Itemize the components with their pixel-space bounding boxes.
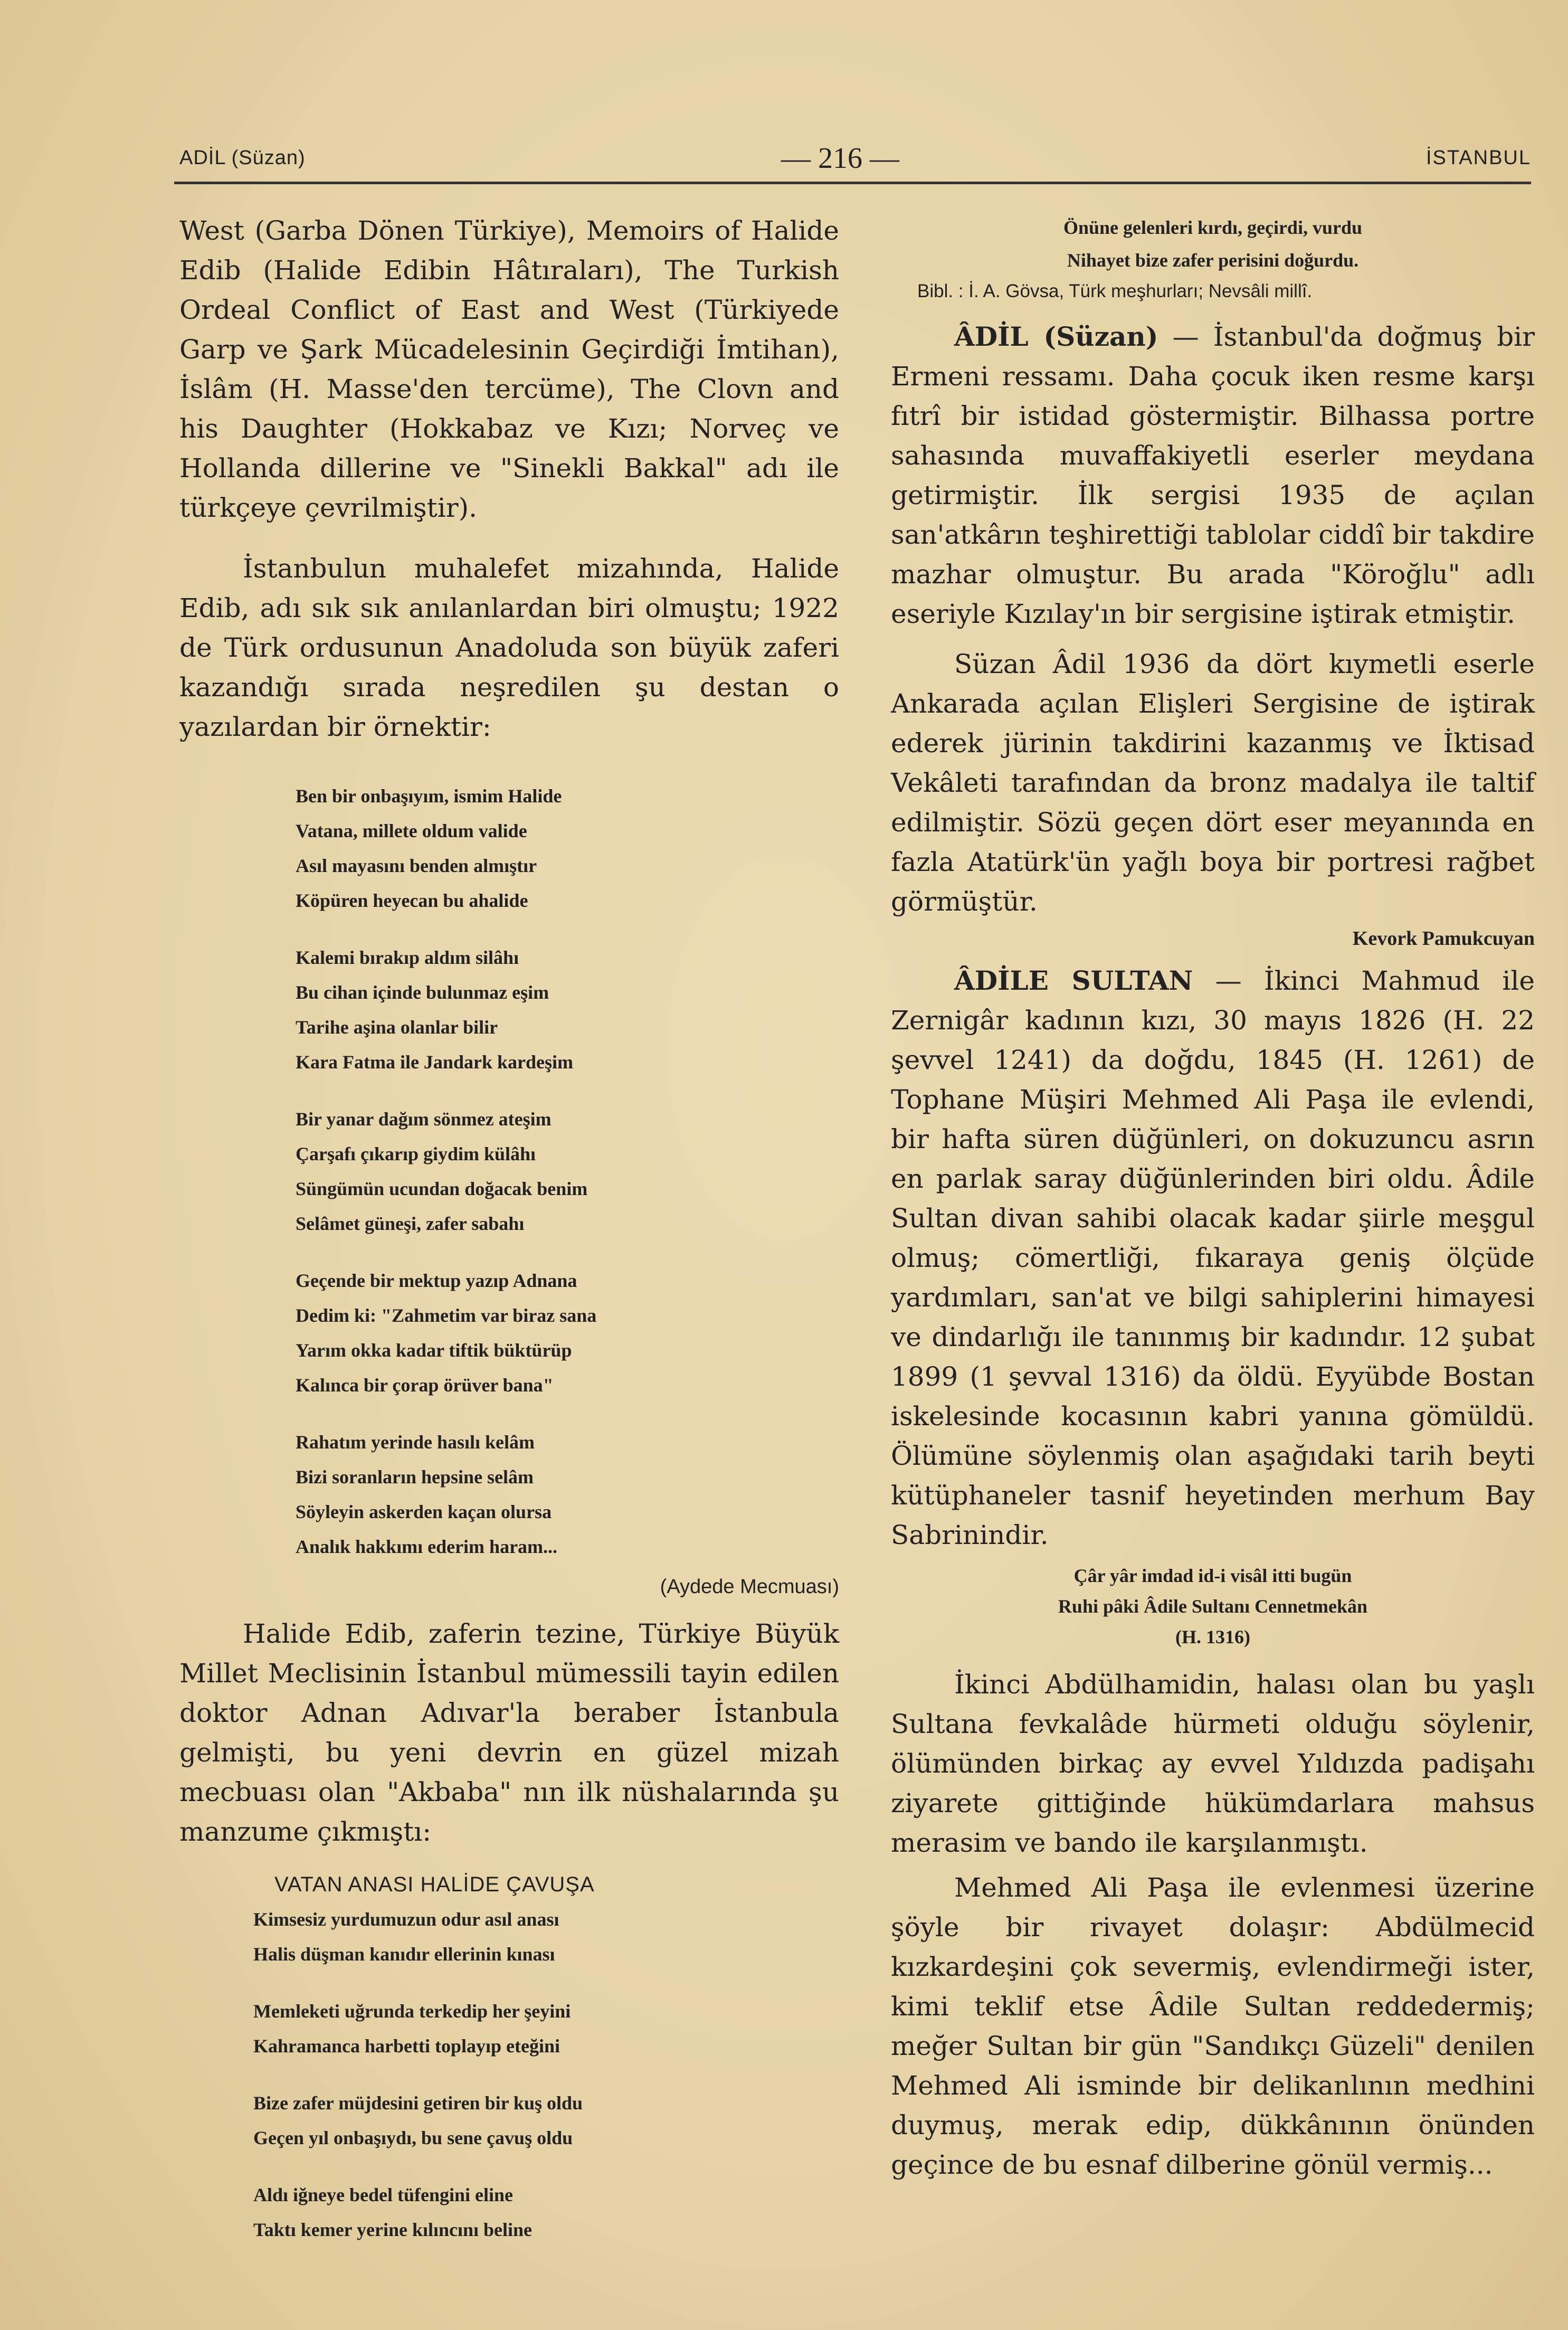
verse-line: Kara Fatma ile Jandark kardeşim (296, 1052, 573, 1073)
verse-line: Bizi soranların hepsine selâm (296, 1466, 534, 1488)
poem-source: (Aydede Mecmuası) (660, 1576, 839, 1598)
entry-heading: ÂDİL (Süzan) (954, 321, 1158, 352)
verse-line: Çâr yâr imdad id-i visâl itti bugün (1073, 1565, 1352, 1586)
right-column (891, 211, 1535, 2185)
paragraph: Mehmed Ali Paşa ile evlenmesi üzerine şöyle bir rivayet dolaşır: Abdülmecid kızkardeşini çok severmiş, evlendirmeği ister, kimi teklif etse Âdile Sultan reddedermiş; meğer Sultan bir gün "Sandıkçı Güzeli" denilen Mehmed Ali isminde bir delikanlının medhini duymuş, merak edip, dükkânının önünden geçince de bu esnaf dilberine gönül vermiş... (891, 1872, 1535, 2180)
paragraph: Halide Edib, zaferin tezine, Türkiye Büyük Millet Meclisinin İstanbul mümessili tayin edilen doktor Adnan Adıvar'la beraber İstanbula gelmişti, bu yeni devrin en güzel mizah mecbuası olan "Akbaba" nın ilk nüshalarında şu manzume çıkmıştı: (179, 1618, 839, 1847)
verse-line: Önüne gelenleri kırdı, geçirdi, vurdu (1063, 217, 1362, 238)
verse-line: Rahatım yerinde hasılı kelâm (296, 1432, 535, 1453)
poem-title: VATAN ANASI HALİDE ÇAVUŞA (274, 1873, 595, 1896)
entry-text: — İstanbul'da doğmuş bir Ermeni ressamı. Daha çocuk iken resme karşı fıtrî bir istidad göstermiştir. Bilhassa portre sahasında muvaffakiyetli eserler meydana getirmiştir. İlk sergisi 1935 de açılan san'atkârın teşhirettiği tablolar ciddî bir takdire mazhar olmuştur. Bu arada "Köroğlu" adlı eseriyle Kızılay'ın bir sergisine iştirak etmiştir. (891, 321, 1535, 629)
verse-line: Yarım okka kadar tiftik büktürüp (296, 1340, 572, 1361)
bibliography: Bibl. : İ. A. Gövsa, Türk meşhurları; Nevsâli millî. (917, 281, 1313, 301)
verse-line: Süngümün ucundan doğacak benim (296, 1178, 588, 1199)
verse-line: Kalemi bırakıp aldım silâhı (296, 947, 519, 968)
verse-line: Söyleyin askerden kaçan olursa (296, 1501, 552, 1522)
stanza (296, 1425, 839, 1564)
entry-adil-suzan (891, 317, 1535, 634)
verse-line: Ruhi pâki Âdile Sultanı Cennetmekân (1058, 1596, 1368, 1617)
verse-line: Bir yanar dağım sönmez ateşim (296, 1109, 552, 1130)
verse-line: Aldı iğneye bedel tüfengini eline (253, 2184, 514, 2205)
entry-adile-sultan (891, 961, 1535, 1555)
verse-line: Dedim ki: "Zahmetim var biraz sana (296, 1305, 597, 1326)
paragraph: İstanbulun muhalefet mizahında, Halide Edib, adı sık sık anılanlardan biri olmuştu; 1922 de Türk ordusunun Anadoluda son büyük zaferi kazandığı sırada neşredilen şu destan o yazılardan bir örnektir: (179, 553, 839, 742)
poem-vatan-anasi (179, 1902, 839, 2247)
stanza (253, 1902, 839, 1972)
verse-line: Tarihe aşina olanlar bilir (296, 1017, 498, 1038)
paragraph: Süzan Âdil 1936 da dört kıymetli eserle Ankarada açılan Elişleri Sergisine de iştirak ederek jürinin takdirini kazanmış ve İktisad Vekâleti tarafından da bronz madalya ile taltif edilmiştir. Sözü geçen dört eser meyanında en fazla Atatürk'ün yağlı boya bir portresi rağbet görmüştür. (891, 649, 1535, 917)
verse-line: Selâmet güneşi, zafer sabahı (296, 1213, 525, 1234)
stanza (296, 1102, 839, 1241)
verse-line: Halis düşman kanıdır ellerinin kınası (253, 1944, 555, 1965)
verse-line: Köpüren heyecan bu ahalide (296, 890, 528, 911)
verse-line: Bize zafer müjdesini getiren bir kuş oldu (253, 2092, 583, 2114)
author-signature: Kevork Pamukcuyan (1352, 927, 1535, 950)
epitaph-verse (891, 1560, 1535, 1652)
verse-line: Kahramanca harbetti toplayıp eteğini (253, 2035, 560, 2057)
verse-line: Çarşafı çıkarıp giydim külâhı (296, 1143, 536, 1164)
verse-line: Vatana, millete oldum valide (296, 820, 527, 841)
paragraph: İkinci Abdülhamidin, halası olan bu yaşlı Sultana fevkalâde hürmeti olduğu söylenir, ölümünden birkaç ay evvel Yıldızda padişahı ziyarete gittiğinde hükümdarlara mahsus merasim ve bando ile karşılanmıştı. (891, 1669, 1535, 1858)
stanza (253, 2086, 839, 2155)
page-header (179, 141, 1531, 184)
verse-line: Memleketi uğrunda terkedip her şeyini (253, 2001, 571, 2022)
verse-line: Asıl mayasını benden almıştır (296, 855, 537, 876)
page-number: — 216 — (781, 142, 899, 175)
entry-text: — İkinci Mahmud ile Zernigâr kadının kızı, 30 mayıs 1826 (H. 22 şevvel 1241) da doğdu, 1845 (H. 1261) de Tophane Müşiri Mehmed Ali Paşa ile evlendi, bir hafta süren düğünleri, on dokuzuncu asrın en parlak saray düğünlerinden biri oldu. Âdile Sultan divan sahibi olacak kadar şiirle meşgul olmuş; cömertliği, fıkaraya geniş ölçüde yardımları, san'at ve bilgi sahiplerini himayesi ve dindarlığı ile tanınmış bir kadındır. 12 şubat 1899 (1 şevval 1316) da öldü. Eyyübde Bostan iskelesinde kocasının kabri yanına gömüldü. Ölümüne söylenmiş olan aşağıdaki tarih beyti kütüphaneler tasnif heyetinden merhum Bay Sabrinindir. (891, 965, 1535, 1550)
stanza (296, 1263, 839, 1403)
verse-line: Analık hakkımı ederim haram... (296, 1536, 558, 1557)
left-column (179, 211, 839, 2269)
hijri-date: (H. 1316) (1175, 1626, 1250, 1647)
entry-heading: ÂDİLE SULTAN (954, 965, 1193, 996)
header-rule (174, 182, 1531, 184)
verse-line: Ben bir onbaşıyım, ismim Halide (296, 785, 562, 807)
verse-line: Kimsesiz yurdumuzun odur asıl anası (253, 1909, 559, 1930)
stanza (296, 940, 839, 1079)
verse-line: Geçen yıl onbaşıydı, bu sene çavuş oldu (253, 2127, 573, 2148)
poem-aydede (179, 779, 839, 1564)
verse-line: Geçende bir mektup yazıp Adnana (296, 1270, 577, 1291)
verse-line: Nihayet bize zafer perisini doğurdu. (1067, 250, 1359, 271)
verse-line: Kalınca bir çorap örüver bana" (296, 1375, 554, 1396)
verse-line: Bu cihan içinde bulunmaz eşim (296, 982, 549, 1003)
running-head-right: İSTANBUL (1426, 147, 1531, 169)
poem-continuation (891, 211, 1535, 277)
stanza (253, 1994, 839, 2063)
running-head-left: ADİL (Süzan) (179, 147, 306, 169)
stanza (296, 779, 839, 918)
paragraph: West (Garba Dönen Türkiye), Memoirs of Halide Edib (Halide Edibin Hâtıraları), The Turkish Ordeal Conflict of East and West (Türkiyede Garp ve Şark Mücadelesinin Geçirdiği İmtihan), İslâm (H. Masse'den tercüme), The Clovn and his Daughter (Hokkabaz ve Kızı; Norveç ve Hollanda dillerine ve "Sinekli Bakkal" adı ile türkçeye çevrilmiştir). (179, 215, 839, 523)
verse-line: Taktı kemer yerine kılıncını beline (253, 2219, 533, 2240)
stanza (253, 2177, 839, 2247)
